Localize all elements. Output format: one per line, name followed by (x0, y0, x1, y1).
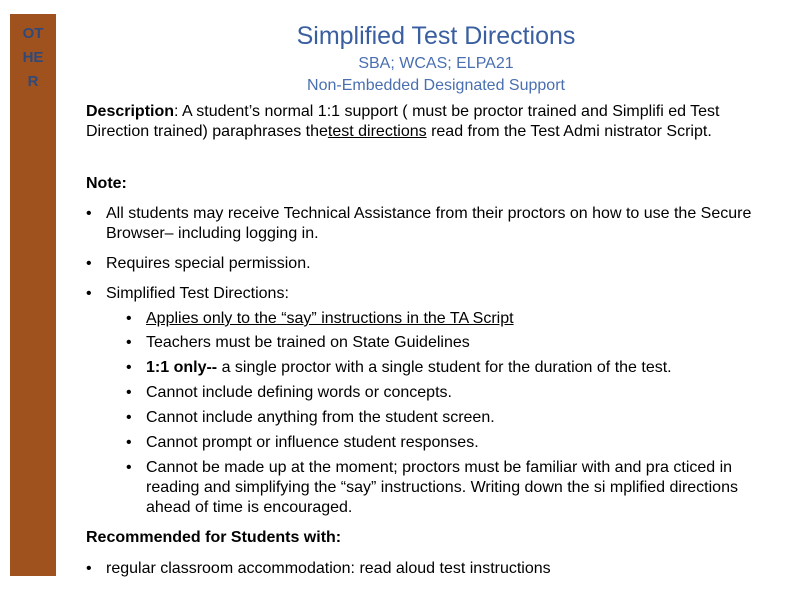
list-item: • All students may receive Technical Assistance from their proctors on how to use the Secure Browser– including logging in. (86, 205, 752, 242)
sub-list-item: • 1:1 only-- a single proctor with a single student for the duration of the test. (126, 359, 672, 376)
sub-list-item: • Cannot include defining words or concepts. (126, 384, 452, 401)
bullet-icon: • (126, 384, 132, 401)
bullet-icon: • (86, 205, 92, 222)
list-item: • regular classroom accommodation: read aloud test instructions (86, 560, 551, 577)
bullet-icon: • (126, 359, 132, 376)
note-heading: Note: (86, 175, 127, 192)
list-item: • Simplified Test Directions: (86, 285, 289, 302)
subtitle-support-type: Non-Embedded Designated Support (307, 77, 565, 94)
bullet-icon: • (86, 255, 92, 272)
side-tab-label: OT HE R (22, 25, 44, 90)
description-text-2: read from the Test Admi nistrator Script. (426, 123, 712, 140)
sub-list-item: • Teachers must be trained on State Guidelines (126, 334, 470, 351)
sub-list-item: • Cannot prompt or influence student responses. (126, 434, 479, 451)
description-paragraph (86, 102, 766, 142)
bullet-icon: • (86, 285, 92, 302)
page-title: Simplified Test Directions (296, 22, 576, 50)
bullet-icon: • (126, 434, 132, 451)
side-tab (10, 14, 56, 576)
recommended-heading: Recommended for Students with: (86, 529, 342, 546)
test-directions-link[interactable]: test directions (327, 123, 427, 140)
bullet-icon: • (126, 409, 132, 426)
bullet-icon: • (126, 310, 132, 327)
bullet-icon: • (126, 459, 132, 476)
description-text-1: : A student’s normal 1:1 support ( must be proctor trained and Simplifi ed Test Direction trained) paraphrases the (86, 103, 720, 140)
sub-list-item: • Cannot be made up at the moment; proctors must be familiar with and pra cticed in reading and simplifying the “say” instructions. Writing down the si mplified directions ahead of time is encouraged. (126, 459, 738, 516)
list-item: • Requires special permission. (86, 255, 311, 272)
description-label: Description (86, 103, 175, 120)
sub-list-item: • Applies only to the “say” instructions in the TA Script (126, 310, 514, 327)
bullet-icon: • (86, 560, 92, 577)
bullet-icon: • (126, 334, 132, 351)
sub-list-item: • Cannot include anything from the student screen. (126, 409, 495, 426)
subtitle-assessments: SBA; WCAS; ELPA21 (358, 55, 514, 72)
